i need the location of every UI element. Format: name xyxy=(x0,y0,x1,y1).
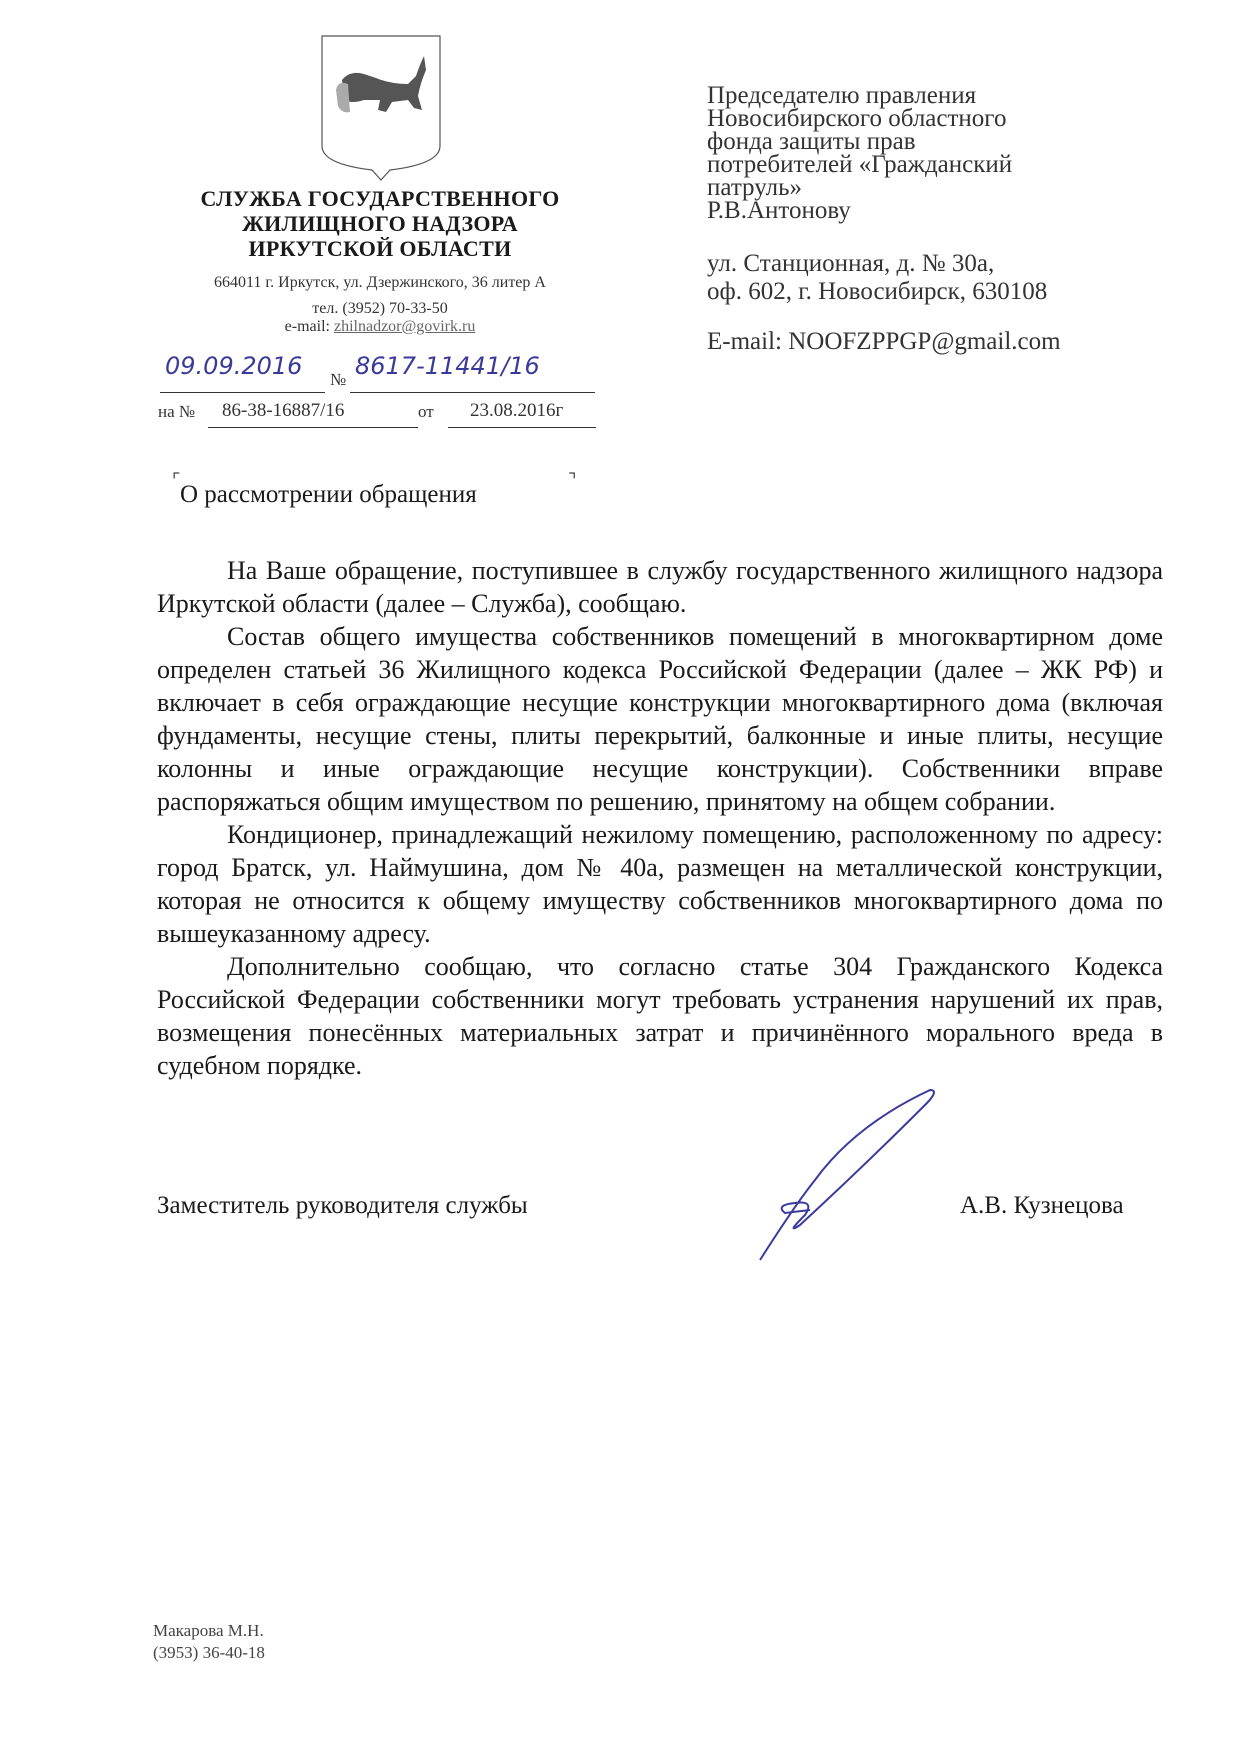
recipient-block xyxy=(707,84,1061,356)
signatory-name: А.В. Кузнецова xyxy=(960,1192,1124,1219)
executor-block xyxy=(153,1620,265,1664)
ref-from-label: от xyxy=(418,402,434,421)
org-email-link[interactable]: zhilnadzor@govirk.ru xyxy=(333,318,476,335)
outgoing-date: 09.09.2016 xyxy=(165,352,303,380)
recipient-line: Р.В.Антонову xyxy=(707,197,851,224)
executor-phone: (3953) 36-40-18 xyxy=(153,1643,265,1662)
org-line: ИРКУТСКОЙ ОБЛАСТИ xyxy=(248,236,512,261)
ref-number: 86-38-16887/16 xyxy=(222,400,345,421)
organization-name xyxy=(150,186,610,261)
divider xyxy=(448,427,596,428)
subject-line: О рассмотрении обращения xyxy=(180,481,477,508)
org-address: 664011 г. Иркутск, ул. Дзержинского, 36 литер А xyxy=(214,274,546,291)
divider xyxy=(350,392,595,393)
divider xyxy=(160,392,325,393)
divider xyxy=(208,427,418,428)
org-email-row xyxy=(150,318,610,336)
recipient-address-line: ул. Станционная, д. № 30а, xyxy=(707,250,995,277)
ref-date: 23.08.2016г xyxy=(470,400,564,421)
recipient-address-line: оф. 602, г. Новосибирск, 630108 xyxy=(707,278,1048,305)
signatory-position: Заместитель руководителя службы xyxy=(157,1192,528,1219)
org-line: СЛУЖБА ГОСУДАРСТВЕННОГО xyxy=(200,186,560,211)
recipient-email: E-mail: NOOFZPPGP@gmail.com xyxy=(707,328,1061,355)
email-label: e-mail: xyxy=(284,318,330,335)
body-paragraph: Состав общего имущества собственников помещений в многоквартирном доме определен статьей 36 Жилищного кодекса Российской Федерации (далее – ЖК РФ) и включает в себя ограждающие несущие конструкции многоквартирного дома (включая фундаменты, несущие стены, плиты перекрытий, балконные и иные плиты, несущие колонны и иные ограждающие несущие конструкции). Собственники вправе распоряжаться общим имуществом по решению, принятому на общем собрании. xyxy=(157,622,1163,816)
outgoing-number: 8617-11441/16 xyxy=(355,352,540,380)
org-phone: тел. (3952) 70-33-50 xyxy=(312,300,448,317)
org-line: ЖИЛИЩНОГО НАДЗОРА xyxy=(242,211,518,236)
recipient-line: фонда защиты прав xyxy=(707,128,916,155)
recipient-line: Председателю правления xyxy=(707,82,977,109)
body-paragraph: На Ваше обращение, поступившее в службу государственного жилищного надзора Иркутской области (далее – Служба), сообщаю. xyxy=(157,556,1163,618)
coat-of-arms-logo xyxy=(320,34,442,184)
body-paragraph: Дополнительно сообщаю, что согласно статье 304 Гражданского Кодекса Российской Федерации собственники могут требовать устранения нарушений их прав, возмещения понесённых материальных затрат и причинённого морального вреда в судебном порядке. xyxy=(157,952,1163,1080)
letter-body xyxy=(157,554,1163,1082)
ref-label: на № xyxy=(158,402,196,421)
number-label: № xyxy=(330,370,347,389)
subject-corner-mark: ⌝ xyxy=(568,470,577,490)
recipient-line: потребителей «Гражданский xyxy=(707,151,1013,178)
executor-name: Макарова М.Н. xyxy=(153,1621,264,1640)
subject-corner-mark: ⌜ xyxy=(172,470,181,490)
body-paragraph: Кондиционер, принадлежащий нежилому помещению, расположенному по адресу: город Братск, ул. Наймушина, дом № 40а, размещен на металлической конструкции, которая не относится к общему имуществу собственников многоквартирного дома по вышеуказанному адресу. xyxy=(157,820,1163,948)
recipient-line: Новосибирского областного xyxy=(707,105,1007,132)
recipient-line: патруль» xyxy=(707,174,803,201)
handwritten-signature xyxy=(755,1085,955,1265)
